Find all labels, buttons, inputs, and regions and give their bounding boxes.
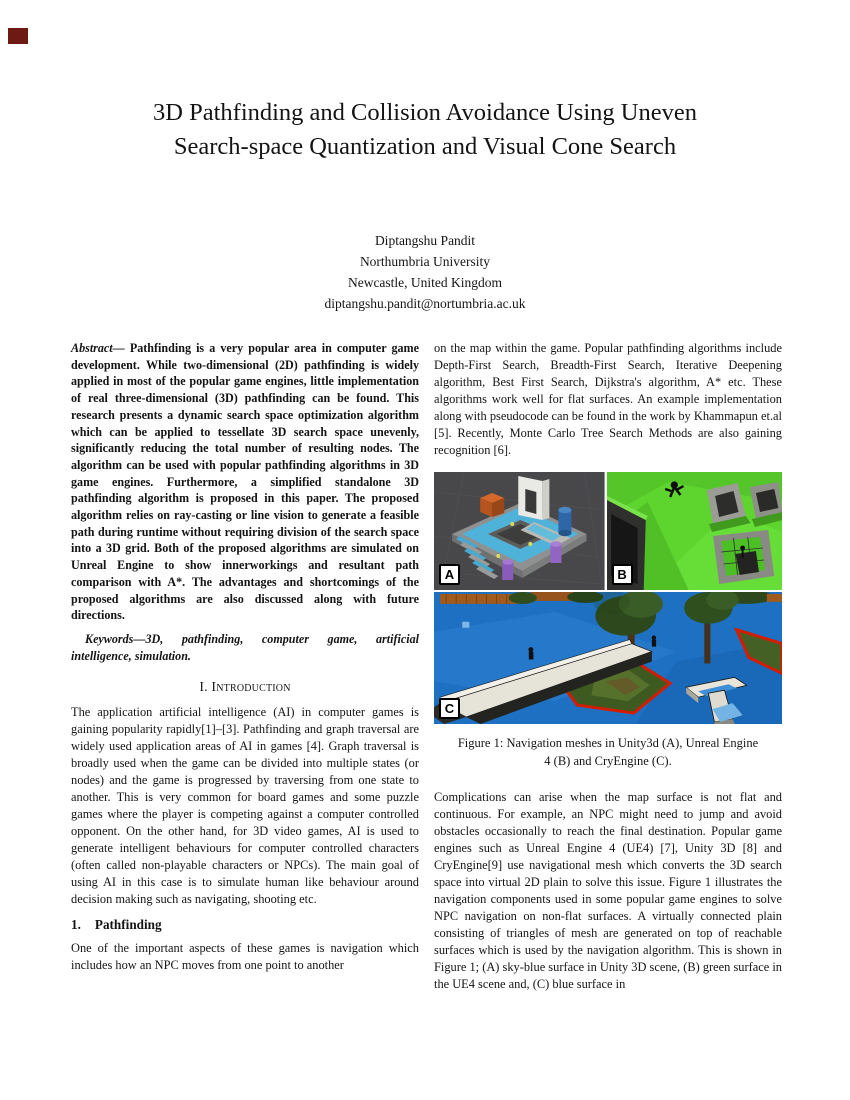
figure-1-caption [434, 735, 782, 770]
abstract-label: Abstract— [71, 341, 125, 355]
figure-top-row [434, 472, 782, 590]
keywords-paragraph: Keywords—3D, pathfinding, computer game, artificial intelligence, simulation. [71, 631, 419, 663]
right-column [434, 340, 782, 993]
introduction-heading: I. Introduction [199, 679, 291, 695]
cryengine-scene-image [434, 592, 782, 724]
ue4-scene-drawing [607, 472, 782, 590]
subheading-title: Pathfinding [94, 917, 162, 933]
author-location: Newcastle, United Kingdom [347, 275, 503, 290]
figure-1 [434, 472, 782, 724]
introduction-paragraph: The application artificial intelligence (AI) in computer games is gaining popularity rapidly[1]–[3]. Pathfinding and graph traversal are widely used application areas of AI in games [4]. Graph traversal is broadly used when the game can be divided into multiple states (or nodes) and the game is progressed by traversing from one state to another. This is very common for board games and some puzzle games where the player is competing against a computer controlled opponent. On the other hand, for 3D video games, AI is used to generate intelligent behaviours for computer controlled characters (often called non-playable characters or NPCs). The main goal of using AI in this case is to simulate human like behaviour around decision making such as navigating, shooting etc. [71, 705, 419, 907]
figure-caption-line-1: Figure 1: Navigation meshes in Unity3d (A), Unreal Engine [457, 736, 759, 750]
corner-annotation-mark [8, 28, 28, 44]
author-affiliation: Northumbria University [359, 254, 491, 269]
abstract-paragraph [71, 340, 419, 624]
figure-caption-line-2: 4 (B) and CryEngine (C). [544, 753, 672, 768]
author-email: diptangshu.pandit@nortumbria.ac.uk [324, 296, 526, 311]
panel-label-a: A [439, 564, 460, 585]
subheading-number: 1. [71, 917, 81, 933]
ue4-scene-image [607, 472, 782, 590]
pathfinding-subheading [71, 917, 419, 933]
author-name: Diptangshu Pandit [374, 233, 476, 248]
left-column [71, 340, 419, 993]
author-block [0, 230, 850, 314]
pathfinding-paragraph: One of the important aspects of these games is navigation which includes how an NPC moves from one point to another [71, 941, 419, 973]
two-column-body [71, 340, 782, 993]
title-line-1: 3D Pathfinding and Collision Avoidance Using Uneven [153, 99, 697, 126]
panel-label-c: C [439, 698, 460, 719]
figure-bottom-row [434, 592, 782, 724]
right-paragraph-2: Complications can arise when the map surface is not flat and continuous. For example, an NPC might need to jump and avoid obstacles occasionally to reach the final destination. Popular game engines such as Unreal Engine 4 (UE4) [7], Unity 3D [8] and CryEngine[9] use navigational mesh which converts the 3D search space into virtual 2D plain to solve this issue. Figure 1 illustrates the navigation components used in some popular game engines to solve NPC navigation on non-flat surfaces. A virtually connected plain consisting of triangles of mesh are generated on top of reachable surfaces which is used by the navigation algorithm. This is shown in Figure 1; (A) sky-blue surface in Unity 3D scene, (B) green surface in the UE4 scene and, (C) blue surface in [434, 790, 782, 991]
page-title [0, 96, 850, 164]
panel-label-b: B [612, 564, 633, 585]
abstract-text: Pathfinding is a very popular area in computer game development. While two-dimensional (2D) pathfinding is widely applied in most of the popular game engines, little implementation of real three-dimensional (3D) pathfinding can be found. This research presents a dynamic search space optimization algorithm which can be applied to tessellate 3D search space unevenly, significantly reducing the total number of resulting nodes. The algorithm can be used with popular pathfinding algorithms in 3D game engines. Furthermore, a simplified standalone 3D pathfinding algorithm is proposed in this paper. The proposed algorithm relies on ray-casting or line vision to generate a feasible path during runtime without requiring division of the search space into a 3D grid. Both of the proposed algorithms are simulated on Unreal Engine to show innerworkings and resultant path comparison with A*. The advantages and shortcomings of the proposed algorithms are also discussed along with future directions. [71, 341, 419, 623]
unity3d-scene-image [434, 472, 605, 590]
right-paragraph-1: on the map within the game. Popular pathfinding algorithms include Depth-First Search, Breadth-First Search, Iterative Deepening algorithm, Best First Search, Dijkstra's algorithm, A* etc. These algorithms work well for flat surfaces. An example implementation along with pseudocode can be found in the work by Khammapun et.al [5]. Recently, Monte Carlo Tree Search Methods are also gaining recognition [6]. [434, 341, 782, 457]
cryengine-scene-drawing [434, 592, 782, 724]
title-line-2: Search-space Quantization and Visual Cone Search [173, 133, 677, 160]
